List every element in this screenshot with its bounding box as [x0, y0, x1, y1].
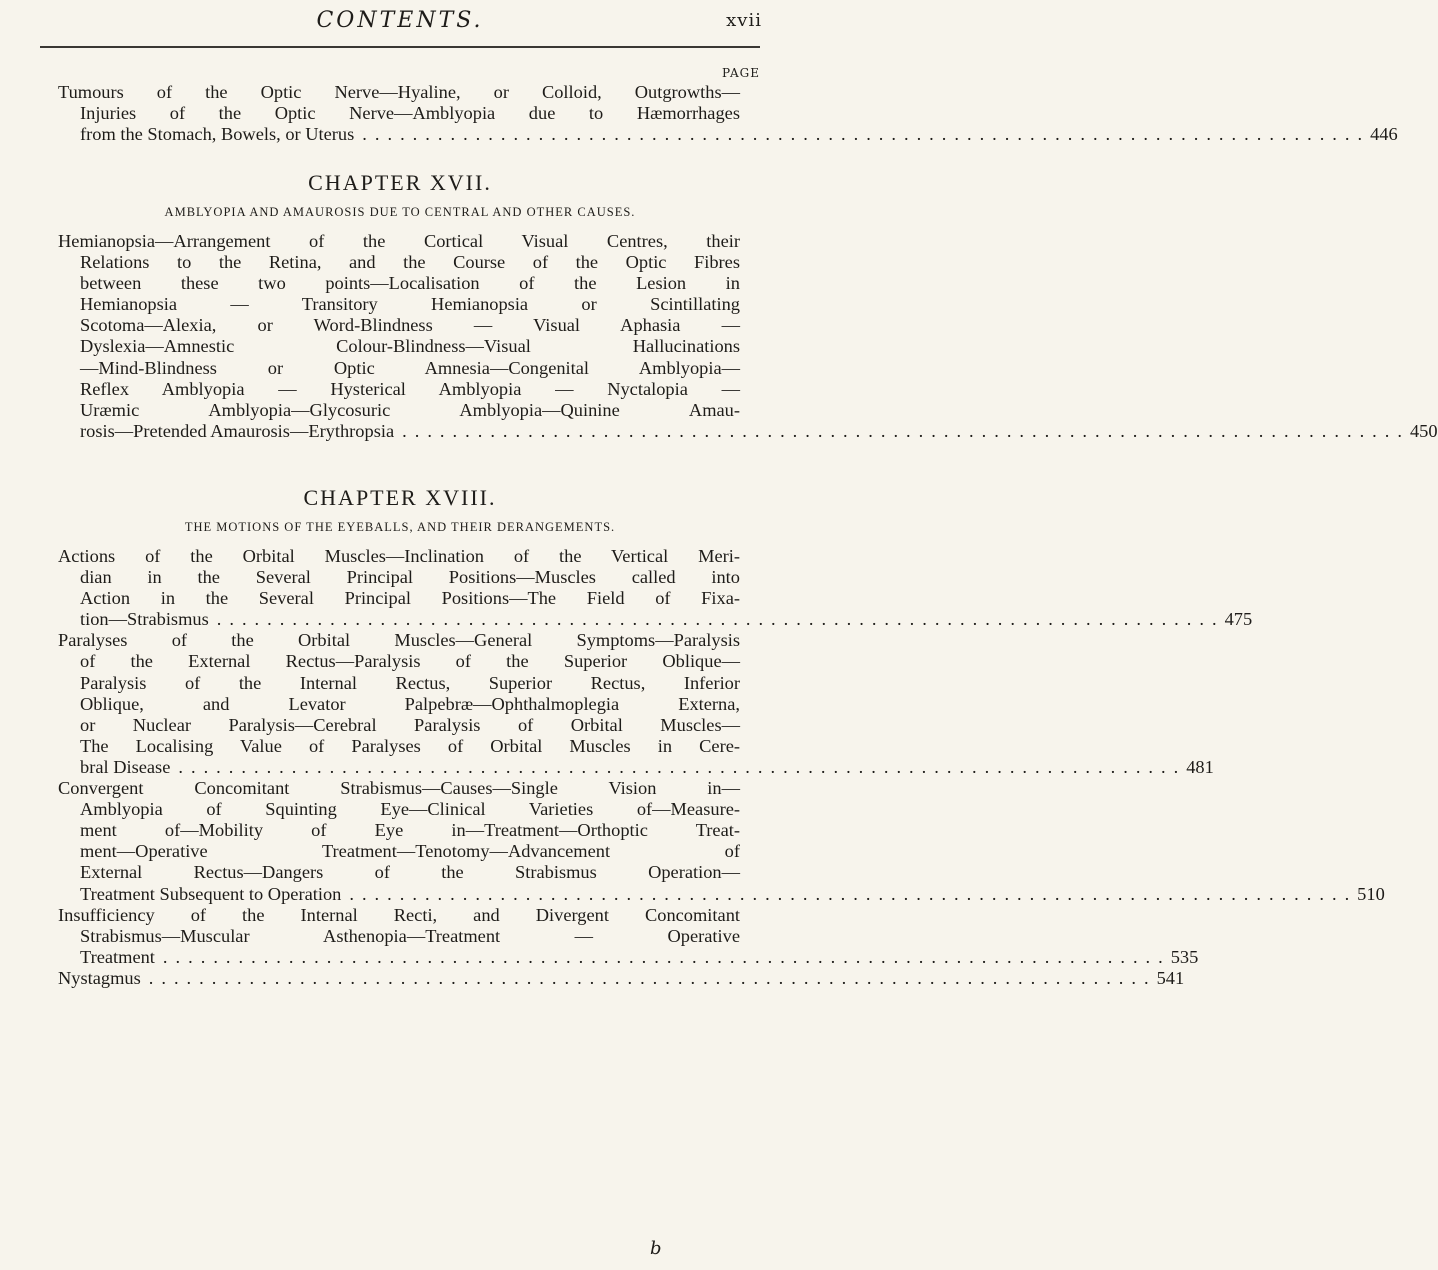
- chapter-17-title: CHAPTER XVII.: [308, 170, 492, 195]
- toc-entry-line: Hemianopsia—Arrangement of the Cortical Visual Centres, their: [58, 231, 740, 251]
- toc-entry-text: bral Disease: [80, 756, 171, 777]
- toc-entry-line: Paralyses of the Orbital Muscles—General Symptoms—Paralysis: [58, 630, 740, 651]
- chapter-17-entries: [58, 231, 1438, 442]
- toc-entry-line: —Mind-Blindness or Optic Amnesia—Congenital Amblyopia—: [80, 357, 740, 378]
- toc-entry-line: Convergent Concomitant Strabismus—Causes—Single Vision in—: [58, 778, 740, 799]
- toc-page-number: 510: [1357, 883, 1385, 904]
- toc-entry-line: Tumours of the Optic Nerve—Hyaline, or Colloid, Outgrowths—: [58, 82, 740, 102]
- toc-entry-last-line: [58, 967, 1185, 989]
- toc-entry-line: Oblique, and Levator Palpebræ—Ophthalmoplegia Externa,: [80, 693, 740, 714]
- toc-entry-line: Action in the Several Principal Positions—The Field of Fixa-: [80, 588, 740, 609]
- toc-entry-last-line: [58, 124, 1398, 145]
- toc-entry-text: tion—Strabismus: [80, 609, 209, 630]
- toc-entry-text: from the Stomach, Bowels, or Uterus: [80, 124, 355, 145]
- chapter-18-title: CHAPTER XVIII.: [303, 485, 497, 510]
- toc-entry-line: ment of—Mobility of Eye in—Treatment—Orthoptic Treat-: [80, 820, 740, 841]
- dot-leader: ................................................................................: [362, 124, 1371, 145]
- toc-page-number: 475: [1224, 609, 1253, 630]
- toc-entry-line: External Rectus—Dangers of the Strabismus Operation—: [80, 862, 740, 883]
- chapter-18-subtitle: THE MOTIONS OF THE EYEBALLS, AND THEIR DERANGEMENTS.: [184, 520, 616, 534]
- toc-entry-line: Amblyopia of Squinting Eye—Clinical Varieties of—Measure-: [80, 799, 740, 820]
- toc-page-number: 446: [1370, 124, 1398, 145]
- dot-leader: ................................................................................: [162, 946, 1171, 967]
- page-number: xvii: [726, 10, 762, 31]
- running-title: CONTENTS.: [316, 8, 484, 33]
- toc-entry-last-line: [58, 420, 1438, 442]
- chapter-18-entries: [58, 546, 1385, 989]
- toc-entry-last-line: [58, 756, 1214, 778]
- toc-page-number: 481: [1186, 756, 1214, 777]
- dot-leader: ................................................................................: [148, 967, 1157, 988]
- toc-entry-text: Treatment Subsequent to Operation: [80, 883, 342, 904]
- toc-entry-text: Nystagmus: [58, 967, 141, 988]
- header-rule: [40, 46, 760, 48]
- dot-leader: ................................................................................: [216, 609, 1225, 630]
- running-header: [0, 8, 800, 38]
- dot-leader: ................................................................................: [178, 756, 1187, 777]
- toc-entry-line: Reflex Amblyopia — Hysterical Amblyopia — Nyctalopia —: [80, 378, 740, 399]
- toc-page-number: 541: [1156, 967, 1185, 988]
- toc-entry-line: Paralysis of the Internal Rectus, Superior Rectus, Inferior: [80, 672, 740, 693]
- toc-entry-line: The Localising Value of Paralyses of Orbital Muscles in Cere-: [80, 735, 740, 756]
- toc-entry-line: dian in the Several Principal Positions—Muscles called into: [80, 567, 740, 588]
- toc-entry-line: Strabismus—Muscular Asthenopia—Treatment — Operative: [80, 925, 740, 946]
- toc-entry-line: ment—Operative Treatment—Tenotomy—Advancement of: [80, 841, 740, 862]
- toc-entry-line: of the External Rectus—Paralysis of the Superior Oblique—: [80, 651, 740, 672]
- chapter-17-subtitle: AMBLYOPIA AND AMAUROSIS DUE TO CENTRAL AND OTHER CAUSES.: [164, 205, 636, 219]
- toc-entry-line: Uræmic Amblyopia—Glycosuric Amblyopia—Quinine Amau-: [80, 399, 740, 420]
- toc-entry-text: Treatment: [80, 946, 155, 967]
- toc-page-number: 450: [1409, 420, 1438, 441]
- contents-block-top: [58, 82, 1398, 145]
- toc-entry-line: Actions of the Orbital Muscles—Inclination of the Vertical Meri-: [58, 546, 740, 566]
- toc-page-number: 535: [1170, 946, 1199, 967]
- dot-leader: ................................................................................: [402, 420, 1410, 441]
- dot-leader: ................................................................................: [349, 883, 1358, 904]
- toc-entry-line: Hemianopsia — Transitory Hemianopsia or Scintillating: [80, 294, 740, 315]
- toc-entry-line: Injuries of the Optic Nerve—Amblyopia due to Hæmorrhages: [80, 103, 740, 124]
- toc-entry-line: Relations to the Retina, and the Course of the Optic Fibres: [80, 252, 740, 273]
- signature-mark: b: [650, 1238, 662, 1259]
- toc-entry-line: between these two points—Localisation of the Lesion in: [80, 273, 740, 294]
- toc-entry-last-line: [58, 946, 1199, 968]
- toc-entry-last-line: [58, 883, 1385, 905]
- toc-entry-line: Scotoma—Alexia, or Word-Blindness — Visual Aphasia —: [80, 315, 740, 336]
- toc-entry-last-line: [58, 609, 1253, 630]
- toc-entry-line: or Nuclear Paralysis—Cerebral Paralysis of Orbital Muscles—: [80, 714, 740, 735]
- toc-entry-line: Dyslexia—Amnestic Colour-Blindness—Visual Hallucinations: [80, 336, 740, 357]
- toc-entry-line: Insufficiency of the Internal Recti, and Divergent Concomitant: [58, 904, 740, 925]
- toc-entry-text: rosis—Pretended Amaurosis—Erythropsia: [80, 420, 395, 441]
- page-column-label: PAGE: [722, 66, 760, 80]
